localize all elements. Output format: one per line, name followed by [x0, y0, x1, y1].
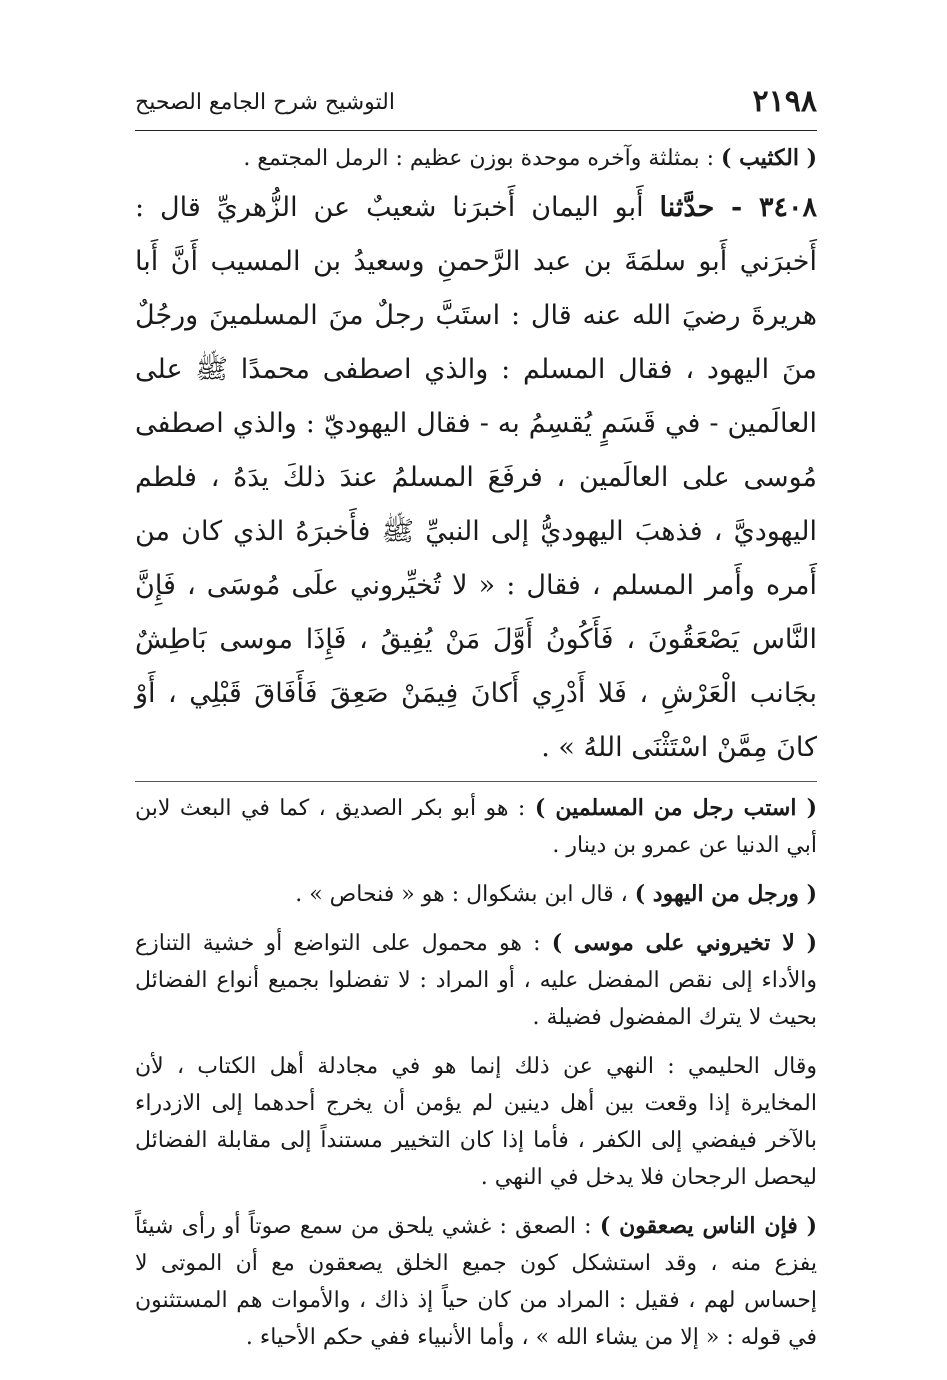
commentary-yahud: [135, 876, 817, 913]
hadith-number: ٣٤٠٨: [758, 192, 817, 223]
commentary-lead: ( فإن الناس يصعقون ): [599, 1213, 817, 1239]
commentary-text: ، قال ابن بشكوال : هو « فنحاص » .: [295, 882, 635, 907]
commentary-lead: ( ورجل من اليهود ): [634, 881, 817, 907]
page-body: [135, 140, 817, 1356]
commentary-text: وقال الحليمي : النهي عن ذلك إنما هو في مجادلة أهل الكتاب ، لأن المخايرة إذا وقعت بين أهل دينين لم يؤمن أن يخرج أحدهما إلى الازدراء بالآخر فيفضي إلى الكفر ، فأما إذا كان التخيير مستنداً إلى مقابلة الفضائل ليحصل الرجحان فلا يدخل في النهي .: [135, 1054, 817, 1190]
commentary-lead: ( لا تخيروني على موسى ): [551, 930, 818, 956]
page-number: ٢١٩٨: [752, 84, 817, 119]
hadith-lead: - حدَّثنا: [659, 192, 759, 223]
commentary-halimi: [135, 1048, 817, 1196]
hadith-3408: [135, 181, 817, 775]
header-rule: [135, 130, 817, 131]
commentary-text: : الصعق : غشي يلحق من سمع صوتاً أو رأى شيئاً يفزع منه ، وقد استشكل كون جميع الخلق يصعقون مع أن الموتى لا إحساس لهم ، فقيل : المراد من كان حياً إذ ذاك ، والأموات هم المستثنون في قوله : « إلا من يشاء الله » ، وأما الأنبياء ففي حكم الأحياء .: [135, 1214, 817, 1350]
commentary-istabba: [135, 790, 817, 864]
page-header: [135, 84, 817, 128]
separator: [135, 781, 817, 782]
commentary-la-tukhayyiruni: [135, 925, 817, 1036]
commentary-yasaqun: [135, 1208, 817, 1356]
commentary-text: : هو أبو بكر الصديق ، كما في البعث لابن أبي الدنيا عن عمرو بن دينار .: [135, 796, 817, 858]
commentary-kathib: [135, 140, 817, 177]
hadith-text: أَبو اليمان أَخبرَنا شعيبٌ عن الزُّهريِّ قال : أَخبرَني أَبو سلمَةَ بن عبد الرَّحمنِ وسعيدُ بن المسيب أَنَّ أَبا هريرةَ رضيَ الله عنه قال : استَبَّ رجلٌ منَ المسلمينَ ورجُلٌ منَ اليهود ، فقال المسلم : والذي اصطفى محمدًا ﷺ على العالَمين - في قَسَمٍ يُقسِمُ به - فقال اليهوديّ : والذي اصطفى مُوسى على العالَمين ، فرفَعَ المسلمُ عندَ ذلكَ يدَهُ ، فلطم اليهوديَّ ، فذهبَ اليهوديُّ إلى النبيِّ ﷺ فأَخبرَهُ الذي كان من أَمره وأَمر المسلم ، فقال : « لا تُخيِّروني علَى مُوسَى ، فَإِنَّ النَّاس يَصْعَقُونَ ، فَأَكُونُ أَوَّلَ مَنْ يُفِيقُ ، فَإِذَا موسى بَاطِشٌ بجَانب الْعَرْشِ ، فَلا أَدْرِي أَكانَ فِيمَنْ صَعِقَ فَأَفَاقَ قَبْلِي ، أَوْ كانَ مِمَّنْ اسْتَثْنَى اللهُ » .: [135, 192, 817, 763]
book-title: التوشيح شرح الجامع الصحيح: [135, 90, 395, 115]
commentary-text: : هو محمول على التواضع أو خشية التنازع والأداء إلى نقص المفضل عليه ، أو المراد : لا تفضلوا بجميع أنواع الفضائل بحيث لا يترك المفضول فضيلة .: [135, 931, 817, 1030]
commentary-lead: ( استب رجل من المسلمين ): [534, 795, 817, 821]
commentary-lead: ( الكثيب ): [721, 145, 817, 171]
commentary-text: : بمثلثة وآخره موحدة بوزن عظيم : الرمل المجتمع .: [243, 146, 722, 171]
